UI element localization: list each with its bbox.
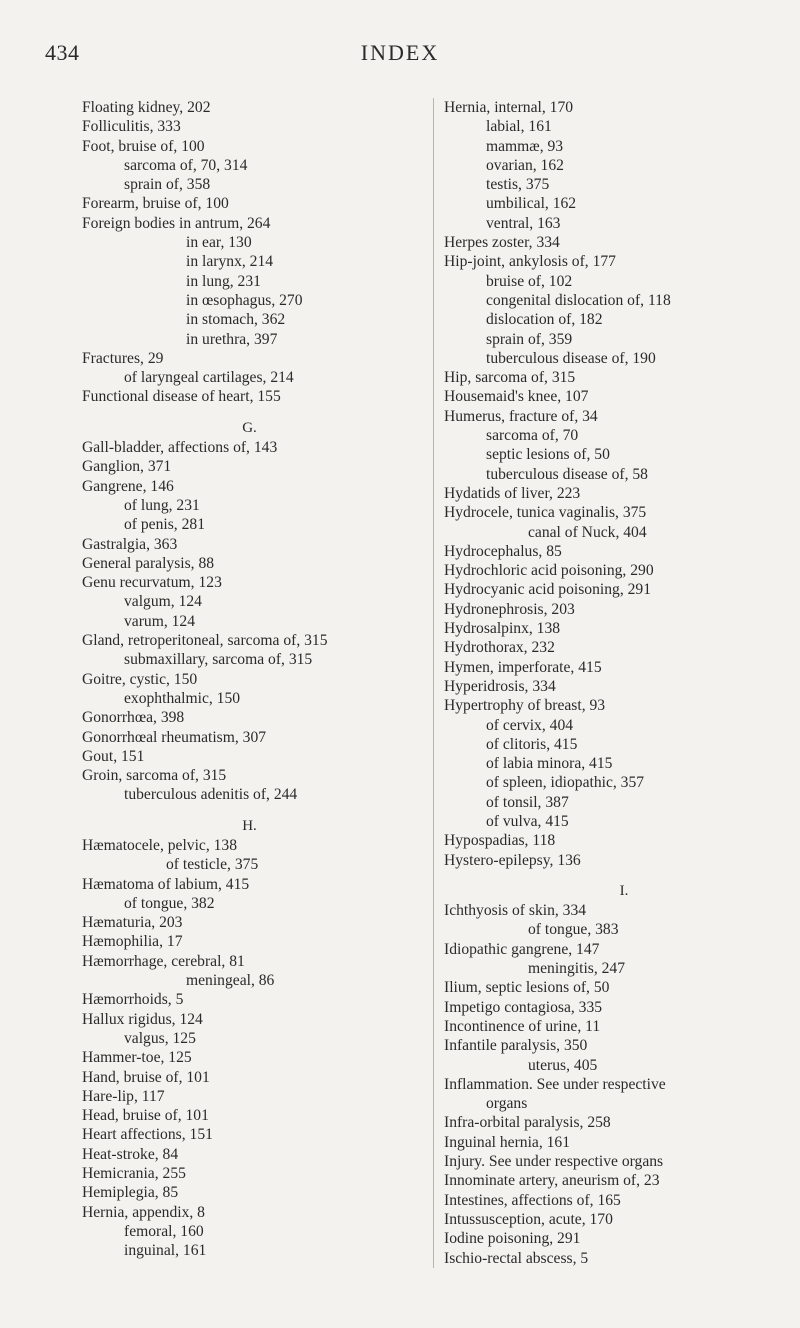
index-entry: Hip, sarcoma of, 315 xyxy=(444,369,576,387)
index-entry: Hydrochloric acid poisoning, 290 xyxy=(444,562,654,580)
index-subentry: sprain of, 359 xyxy=(486,330,573,348)
index-subentry: varum, 124 xyxy=(124,612,196,630)
index-column-left xyxy=(82,98,417,1261)
index-entry: Hæmophilia, 17 xyxy=(82,933,183,951)
index-entry: Ilium, septic lesions of, 50 xyxy=(444,979,610,997)
index-subentry: uterus, 405 xyxy=(528,1056,598,1074)
index-entry: Herpes zoster, 334 xyxy=(444,234,560,252)
index-subentry: submaxillary, sarcoma of, 315 xyxy=(124,651,313,669)
index-subentry: mammæ, 93 xyxy=(486,137,564,155)
index-entry: Inflammation. See under respective xyxy=(444,1075,666,1093)
index-entry: Hand, bruise of, 101 xyxy=(82,1068,210,1086)
index-entry: Inguinal hernia, 161 xyxy=(444,1133,571,1151)
index-column-right xyxy=(433,98,800,1268)
index-subentry: of tonsil, 387 xyxy=(486,793,569,811)
index-entry: General paralysis, 88 xyxy=(82,554,215,572)
index-entry: Iodine poisoning, 291 xyxy=(444,1230,581,1248)
index-subentry: meningitis, 247 xyxy=(528,960,626,978)
index-entry: Gland, retroperitoneal, sarcoma of, 315 xyxy=(82,632,328,650)
index-subentry: of laryngeal cartilages, 214 xyxy=(124,369,294,387)
index-subentry: in larynx, 214 xyxy=(186,253,274,271)
index-entry: Injury. See under respective organs xyxy=(444,1153,664,1171)
index-entry: Ichthyosis of skin, 334 xyxy=(444,902,587,920)
index-subentry: of lung, 231 xyxy=(124,496,200,514)
index-subentry: valgum, 124 xyxy=(124,593,202,611)
section-letter: I. xyxy=(619,882,629,899)
index-entry: Impetigo contagiosa, 335 xyxy=(444,998,603,1016)
index-subentry: femoral, 160 xyxy=(124,1222,204,1240)
index-entry: Hæmorrhoids, 5 xyxy=(82,991,184,1009)
running-head: INDEX xyxy=(360,40,440,65)
index-entry: Hemiplegia, 85 xyxy=(82,1184,179,1202)
index-subentry: in ear, 130 xyxy=(186,234,252,252)
index-entry: Humerus, fracture of, 34 xyxy=(444,407,598,425)
index-subentry: in lung, 231 xyxy=(186,272,261,290)
index-entry: Foreign bodies in antrum, 264 xyxy=(82,214,271,232)
index-entry: Innominate artery, aneurism of, 23 xyxy=(444,1172,660,1190)
index-subentry: sprain of, 358 xyxy=(124,176,211,194)
index-entry: Heart affections, 151 xyxy=(82,1126,213,1144)
section-letter: H. xyxy=(242,817,257,834)
index-subentry: of tongue, 382 xyxy=(124,894,215,912)
page-number: 434 xyxy=(45,40,80,65)
index-subentry: tuberculous disease of, 190 xyxy=(486,349,656,367)
index-subentry: of testicle, 375 xyxy=(166,856,259,874)
index-entry: Hemicrania, 255 xyxy=(82,1165,186,1183)
index-entry: Gangrene, 146 xyxy=(82,477,174,495)
index-entry: Intussusception, acute, 170 xyxy=(444,1210,613,1228)
index-subentry: of cervix, 404 xyxy=(486,716,574,734)
section-letter: G. xyxy=(242,419,257,436)
index-subentry: of labia minora, 415 xyxy=(486,755,613,773)
index-entry: Genu recurvatum, 123 xyxy=(82,574,222,592)
index-entry: Gastralgia, 363 xyxy=(82,535,178,553)
index-entry: Functional disease of heart, 155 xyxy=(82,388,281,406)
index-entry: Ganglion, 371 xyxy=(82,458,172,476)
index-entry: Idiopathic gangrene, 147 xyxy=(444,940,600,958)
index-subentry: ventral, 163 xyxy=(486,214,561,232)
index-entry: Hernia, appendix, 8 xyxy=(82,1203,205,1221)
index-entry: Floating kidney, 202 xyxy=(82,99,211,116)
index-subentry: sarcoma of, 70, 314 xyxy=(124,156,248,174)
index-entry: Ischio-rectal abscess, 5 xyxy=(444,1249,589,1267)
index-entry: Hammer-toe, 125 xyxy=(82,1049,192,1067)
index-subentry: of vulva, 415 xyxy=(486,812,569,830)
index-subentry: exophthalmic, 150 xyxy=(124,689,241,707)
index-entry: Hæmatoma of labium, 415 xyxy=(82,875,250,893)
index-entry: Head, bruise of, 101 xyxy=(82,1107,209,1125)
index-subentry: in urethra, 397 xyxy=(186,330,278,348)
index-entry: Hypospadias, 118 xyxy=(444,832,556,850)
index-subentry: testis, 375 xyxy=(486,176,550,194)
index-subentry: canal of Nuck, 404 xyxy=(528,523,647,541)
index-entry: Gall-bladder, affections of, 143 xyxy=(82,439,278,457)
index-entry: Hyperidrosis, 334 xyxy=(444,677,556,695)
index-subentry: inguinal, 161 xyxy=(124,1242,207,1260)
index-subentry: sarcoma of, 70 xyxy=(486,427,579,445)
index-entry: Housemaid's knee, 107 xyxy=(444,388,589,406)
index-subentry: labial, 161 xyxy=(486,118,552,136)
spacer xyxy=(82,407,417,419)
index-entry: Hip-joint, ankylosis of, 177 xyxy=(444,253,616,271)
index-entry: Folliculitis, 333 xyxy=(82,118,181,136)
index-subentry: dislocation of, 182 xyxy=(486,311,603,329)
index-entry: Heat-stroke, 84 xyxy=(82,1145,179,1163)
index-entry: Intestines, affections of, 165 xyxy=(444,1191,621,1209)
index-entry: Foot, bruise of, 100 xyxy=(82,137,205,155)
index-subentry: tuberculous adenitis of, 244 xyxy=(124,786,298,804)
index-subentry: of clitoris, 415 xyxy=(486,735,578,753)
index-subentry: congenital dislocation of, 118 xyxy=(486,291,671,309)
index-subentry: of tongue, 383 xyxy=(528,921,619,939)
index-subentry: of penis, 281 xyxy=(124,516,205,534)
index-entry: Hernia, internal, 170 xyxy=(444,99,574,116)
index-entry: Hypertrophy of breast, 93 xyxy=(444,697,606,715)
index-entry: Hæmatocele, pelvic, 138 xyxy=(82,836,238,854)
spacer xyxy=(444,870,800,882)
spacer xyxy=(82,805,417,817)
index-subentry: tuberculous disease of, 58 xyxy=(486,465,648,483)
index-entry: Hydrocele, tunica vaginalis, 375 xyxy=(444,504,647,522)
index-subentry: of spleen, idiopathic, 357 xyxy=(486,774,645,792)
index-subentry: bruise of, 102 xyxy=(486,272,573,290)
index-entry: Gonorrhœal rheumatism, 307 xyxy=(82,728,267,746)
index-entry: Hymen, imperforate, 415 xyxy=(444,658,602,676)
index-entry: Infantile paralysis, 350 xyxy=(444,1037,588,1055)
index-subentry: valgus, 125 xyxy=(124,1029,196,1047)
index-subentry: in œsophagus, 270 xyxy=(186,291,303,309)
index-entry: Hystero-epilepsy, 136 xyxy=(444,851,581,869)
index-entry: Hæmaturia, 203 xyxy=(82,914,183,932)
page-header xyxy=(0,40,800,80)
index-entry: Hydrothorax, 232 xyxy=(444,639,555,657)
index-subentry: umbilical, 162 xyxy=(486,195,577,213)
index-subentry: ovarian, 162 xyxy=(486,156,564,174)
index-entry: Fractures, 29 xyxy=(82,349,164,367)
index-subentry: organs xyxy=(486,1095,528,1113)
index-subentry: in stomach, 362 xyxy=(186,311,286,329)
index-entry: Gonorrhœa, 398 xyxy=(82,709,185,727)
index-entry: Infra-orbital paralysis, 258 xyxy=(444,1114,611,1132)
index-entry: Groin, sarcoma of, 315 xyxy=(82,767,227,785)
index-entry: Hæmorrhage, cerebral, 81 xyxy=(82,952,245,970)
index-entry: Goitre, cystic, 150 xyxy=(82,670,198,688)
index-entry: Hydronephrosis, 203 xyxy=(444,600,575,618)
index-entry: Hydrocyanic acid poisoning, 291 xyxy=(444,581,652,599)
index-entry: Hydrosalpinx, 138 xyxy=(444,620,561,638)
index-entry: Hydatids of liver, 223 xyxy=(444,484,581,502)
index-subentry: septic lesions of, 50 xyxy=(486,446,610,464)
index-entry: Gout, 151 xyxy=(82,747,145,765)
index-entry: Incontinence of urine, 11 xyxy=(444,1017,601,1035)
index-entry: Hydrocephalus, 85 xyxy=(444,542,562,560)
index-entry: Forearm, bruise of, 100 xyxy=(82,195,229,213)
index-subentry: meningeal, 86 xyxy=(186,972,275,990)
index-entry: Hare-lip, 117 xyxy=(82,1087,165,1105)
index-entry: Hallux rigidus, 124 xyxy=(82,1010,203,1028)
